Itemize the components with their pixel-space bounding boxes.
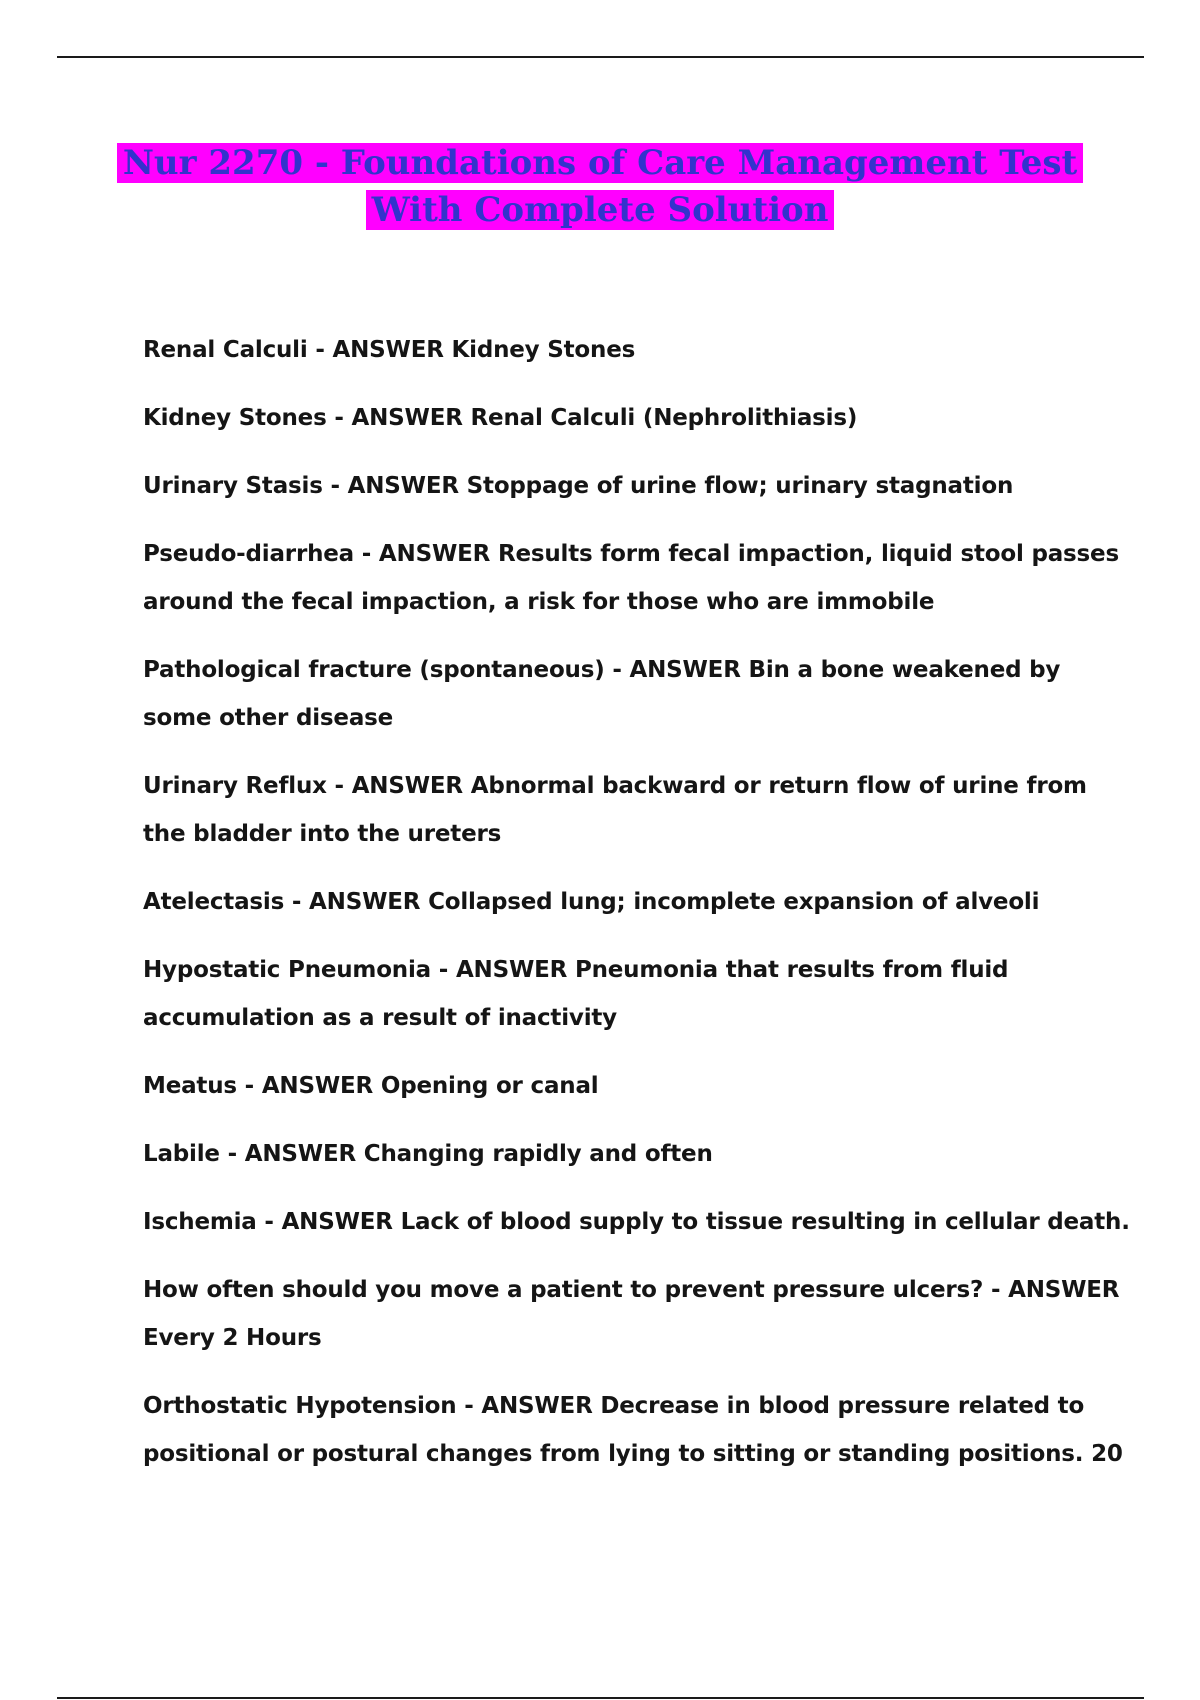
- qa-text-continued: around the fecal impaction, a risk for those who are immobile: [143, 589, 935, 615]
- qa-text: Urinary Reflux - ANSWER Abnormal backward or return flow of urine from: [143, 773, 1087, 799]
- qa-text-continued: the bladder into the ureters: [143, 821, 502, 847]
- qa-list: [143, 326, 1130, 1498]
- qa-text: Orthostatic Hypotension - ANSWER Decrease in blood pressure related to: [143, 1393, 1085, 1419]
- qa-entry-atelectasis: [143, 878, 1093, 926]
- qa-entry-pseudo-diarrhea: [143, 530, 1119, 626]
- qa-text: Kidney Stones - ANSWER Renal Calculi (Nephrolithiasis): [143, 405, 858, 431]
- qa-text: Pathological fracture (spontaneous) - ANSWER Bin a bone weakened by: [143, 657, 1061, 683]
- qa-text: Labile - ANSWER Changing rapidly and often: [143, 1141, 713, 1167]
- qa-entry-pressure-ulcers: [143, 1266, 1120, 1362]
- qa-entry-urinary-reflux: [143, 762, 1093, 858]
- qa-text: Renal Calculi - ANSWER Kidney Stones: [143, 337, 636, 363]
- footer-rule: [57, 1697, 1144, 1699]
- qa-text: Atelectasis - ANSWER Collapsed lung; incomplete expansion of alveoli: [143, 889, 1040, 915]
- title-line-2: With Complete Solution: [366, 190, 835, 230]
- document-title: [100, 140, 1100, 234]
- qa-entry-kidney-stones: [143, 394, 1093, 442]
- qa-entry-pathological-fracture: [143, 646, 1093, 742]
- qa-entry-renal-calculi: [143, 326, 1093, 374]
- qa-text: Hypostatic Pneumonia - ANSWER Pneumonia that results from fluid: [143, 957, 1009, 983]
- qa-entry-urinary-stasis: [143, 462, 1093, 510]
- header-rule: [57, 56, 1144, 58]
- qa-text-continued: Every 2 Hours: [143, 1325, 322, 1351]
- title-line-1: Nur 2270 - Foundations of Care Management Test: [117, 143, 1083, 183]
- qa-text-continued: accumulation as a result of inactivity: [143, 1005, 617, 1031]
- qa-text-continued: some other disease: [143, 705, 394, 731]
- qa-text: Urinary Stasis - ANSWER Stoppage of urine flow; urinary stagnation: [143, 473, 1014, 499]
- qa-entry-labile: [143, 1130, 1093, 1178]
- qa-entry-ischemia: [143, 1198, 1130, 1246]
- qa-text: How often should you move a patient to prevent pressure ulcers? - ANSWER: [143, 1277, 1120, 1303]
- qa-text: Meatus - ANSWER Opening or canal: [143, 1073, 599, 1099]
- qa-text: Pseudo-diarrhea - ANSWER Results form fecal impaction, liquid stool passes: [143, 541, 1119, 567]
- qa-text-continued: positional or postural changes from lying to sitting or standing positions. 20: [143, 1441, 1123, 1467]
- qa-entry-hypostatic-pneumonia: [143, 946, 1093, 1042]
- qa-entry-orthostatic-hypotension: [143, 1382, 1123, 1478]
- qa-text: Ischemia - ANSWER Lack of blood supply to tissue resulting in cellular death.: [143, 1209, 1130, 1235]
- qa-entry-meatus: [143, 1062, 1093, 1110]
